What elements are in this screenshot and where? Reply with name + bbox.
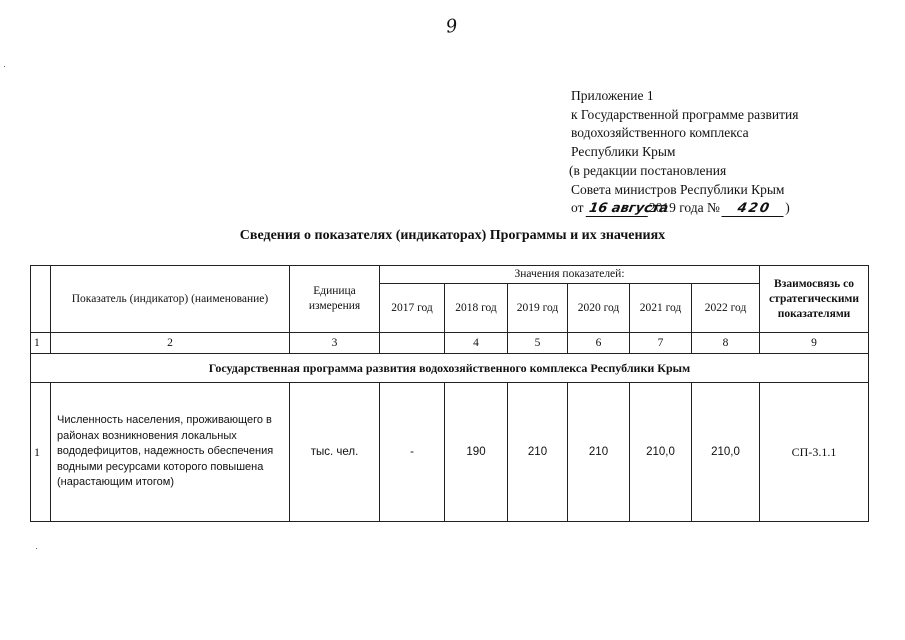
row-value: 190 [445, 383, 508, 522]
handwritten-date: 16 августа [586, 202, 651, 217]
row-value: 210 [508, 383, 568, 522]
column-number [380, 333, 445, 354]
header-index-cell [31, 266, 51, 333]
row-index: 1 [31, 383, 51, 522]
scan-speck [4, 66, 5, 67]
handwritten-number: 420 [722, 202, 787, 217]
header-unit: Единица измерения [290, 266, 380, 333]
column-number: 8 [692, 333, 760, 354]
column-number: 2 [51, 333, 290, 354]
appendix-line: к Государственной программе развития [571, 106, 799, 122]
column-number: 5 [508, 333, 568, 354]
column-number: 6 [568, 333, 630, 354]
appendix-line: (в редакции постановления [569, 162, 727, 178]
appendix-line: Приложение 1 [571, 88, 654, 103]
column-number: 9 [760, 333, 869, 354]
document-title: Сведения о показателях (индикаторах) Программы и их значениях [239, 228, 666, 243]
header-year: 2022 год [692, 284, 760, 333]
scan-speck [36, 548, 37, 549]
column-number: 1 [31, 333, 51, 354]
column-number: 4 [445, 333, 508, 354]
row-indicator: Численность населения, проживающего в районах возникновения локальных вододефицитов, надежность обеспечения водными ресурсами которого повышена (нарастающим итогом) [51, 383, 290, 522]
date-suffix: 2019 года № [648, 200, 720, 216]
row-unit: тыс. чел. [290, 383, 380, 522]
row-value: 210,0 [692, 383, 760, 522]
header-row-top [31, 266, 869, 284]
appendix-line: Совета министров Республики Крым [571, 181, 785, 197]
page-number: 9 [444, 15, 459, 38]
row-value: - [380, 383, 445, 522]
row-value: 210,0 [630, 383, 692, 522]
header-year: 2020 год [568, 284, 630, 333]
column-number: 3 [290, 333, 380, 354]
section-row [31, 354, 869, 383]
closing-paren: ) [785, 200, 790, 216]
appendix-line: водохозяйственного комплекса [571, 125, 749, 141]
date-prefix: от [571, 200, 584, 216]
header-indicator: Показатель (индикатор) (наименование) [51, 266, 290, 333]
header-relation: Взаимосвязь со стратегическими показателями [760, 266, 869, 333]
row-value: 210 [568, 383, 630, 522]
row-relation: СП-3.1.1 [760, 383, 869, 522]
appendix-block [571, 87, 798, 218]
appendix-date-line [571, 199, 798, 218]
header-year: 2021 год [630, 284, 692, 333]
section-title: Государственная программа развития водохозяйственного комплекса Республики Крым [31, 354, 869, 383]
header-year: 2019 год [508, 284, 568, 333]
column-number: 7 [630, 333, 692, 354]
header-year: 2017 год [380, 284, 445, 333]
appendix-line: Республики Крым [571, 144, 676, 160]
indicators-table [30, 265, 869, 522]
column-number-row [31, 333, 869, 354]
table-row [31, 383, 869, 522]
header-year: 2018 год [445, 284, 508, 333]
header-values-group: Значения показателей: [380, 266, 760, 284]
